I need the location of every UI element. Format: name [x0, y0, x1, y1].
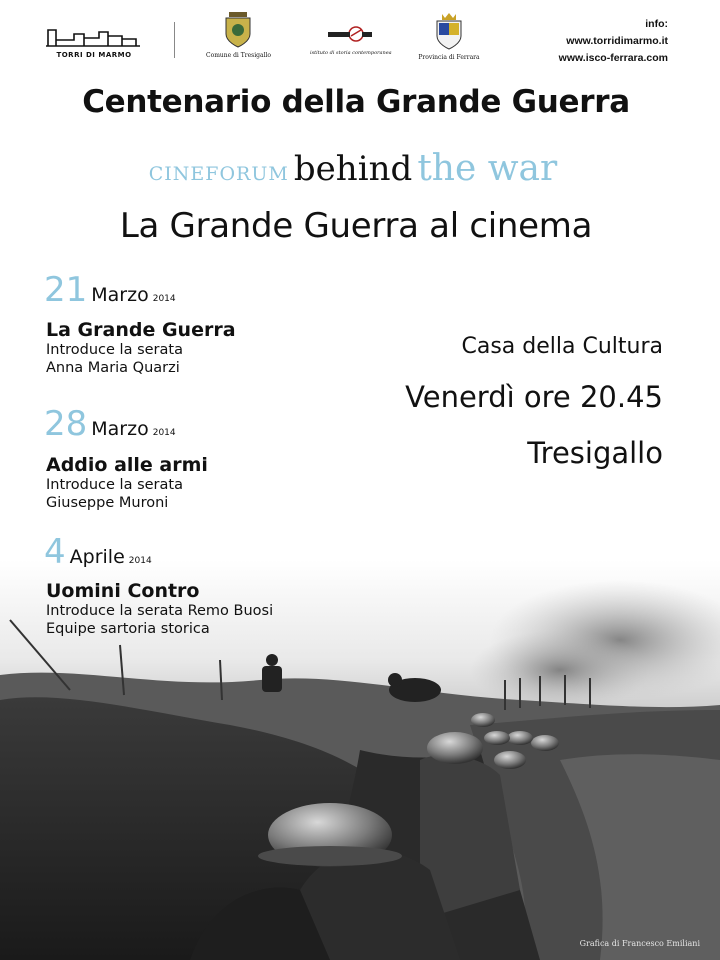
screening-date — [44, 404, 176, 444]
date-month: Aprile — [69, 546, 125, 568]
coat-of-arms-icon — [223, 12, 253, 48]
date-month: Marzo — [91, 284, 149, 306]
date-year: 2014 — [128, 556, 152, 566]
date-year: 2014 — [152, 428, 176, 438]
date-day: 28 — [44, 404, 88, 444]
province-crest-icon — [434, 12, 464, 50]
comune-label: Comune di Tresigallo — [206, 52, 272, 59]
film-intro: Introduce la serata — [46, 342, 183, 358]
subtitle: La Grande Guerra al cinema — [119, 206, 593, 246]
screening-date — [44, 532, 152, 572]
screening-film — [46, 580, 273, 638]
venue-town: Tresigallo — [527, 436, 663, 470]
main-title: Centenario della Grande Guerra — [82, 84, 630, 120]
info-link-isco[interactable]: www.isco-ferrara.com — [558, 52, 668, 64]
graphic-credit: Grafica di Francesco Emiliani — [579, 939, 700, 948]
provincia-label: Provincia di Ferrara — [418, 54, 480, 61]
info-link-torri[interactable]: www.torridimarmo.it — [566, 35, 668, 47]
venue-place: Casa della Cultura — [461, 334, 663, 359]
screening-film — [46, 319, 236, 377]
film-intro: Introduce la serata — [46, 477, 183, 493]
isco-logo — [310, 24, 390, 56]
comune-logo — [206, 12, 270, 59]
screening-film — [46, 454, 208, 512]
isco-emblem-icon — [326, 24, 374, 46]
date-year: 2014 — [152, 294, 176, 304]
behind-word: behind — [293, 149, 413, 189]
film-intro: Introduce la serata Remo Buosi — [46, 603, 274, 619]
torri-di-marmo-logo — [44, 26, 144, 59]
provincia-logo — [418, 12, 480, 61]
venue-time: Venerdì ore 20.45 — [405, 380, 663, 414]
cineforum-heading — [0, 148, 706, 189]
logo-divider — [174, 22, 175, 58]
film-title: La Grande Guerra — [46, 319, 236, 341]
screening-date — [44, 270, 176, 310]
date-day: 4 — [44, 532, 66, 572]
film-presenter: Giuseppe Muroni — [46, 495, 169, 511]
torri-label: TORRI DI MARMO — [56, 51, 132, 59]
info-block — [559, 16, 668, 67]
the-war-word: the war — [417, 148, 558, 189]
date-month: Marzo — [91, 418, 149, 440]
film-title: Uomini Contro — [46, 580, 200, 602]
film-presenter: Anna Maria Quarzi — [46, 360, 180, 376]
film-presenter: Equipe sartoria storica — [46, 621, 210, 637]
film-title: Addio alle armi — [46, 454, 208, 476]
date-day: 21 — [44, 270, 88, 310]
towers-icon — [44, 26, 144, 48]
info-label: info: — [645, 18, 668, 30]
isco-label: istituto di storia contemporanea — [310, 50, 392, 56]
cineforum-word: CINEFORUM — [148, 163, 289, 185]
